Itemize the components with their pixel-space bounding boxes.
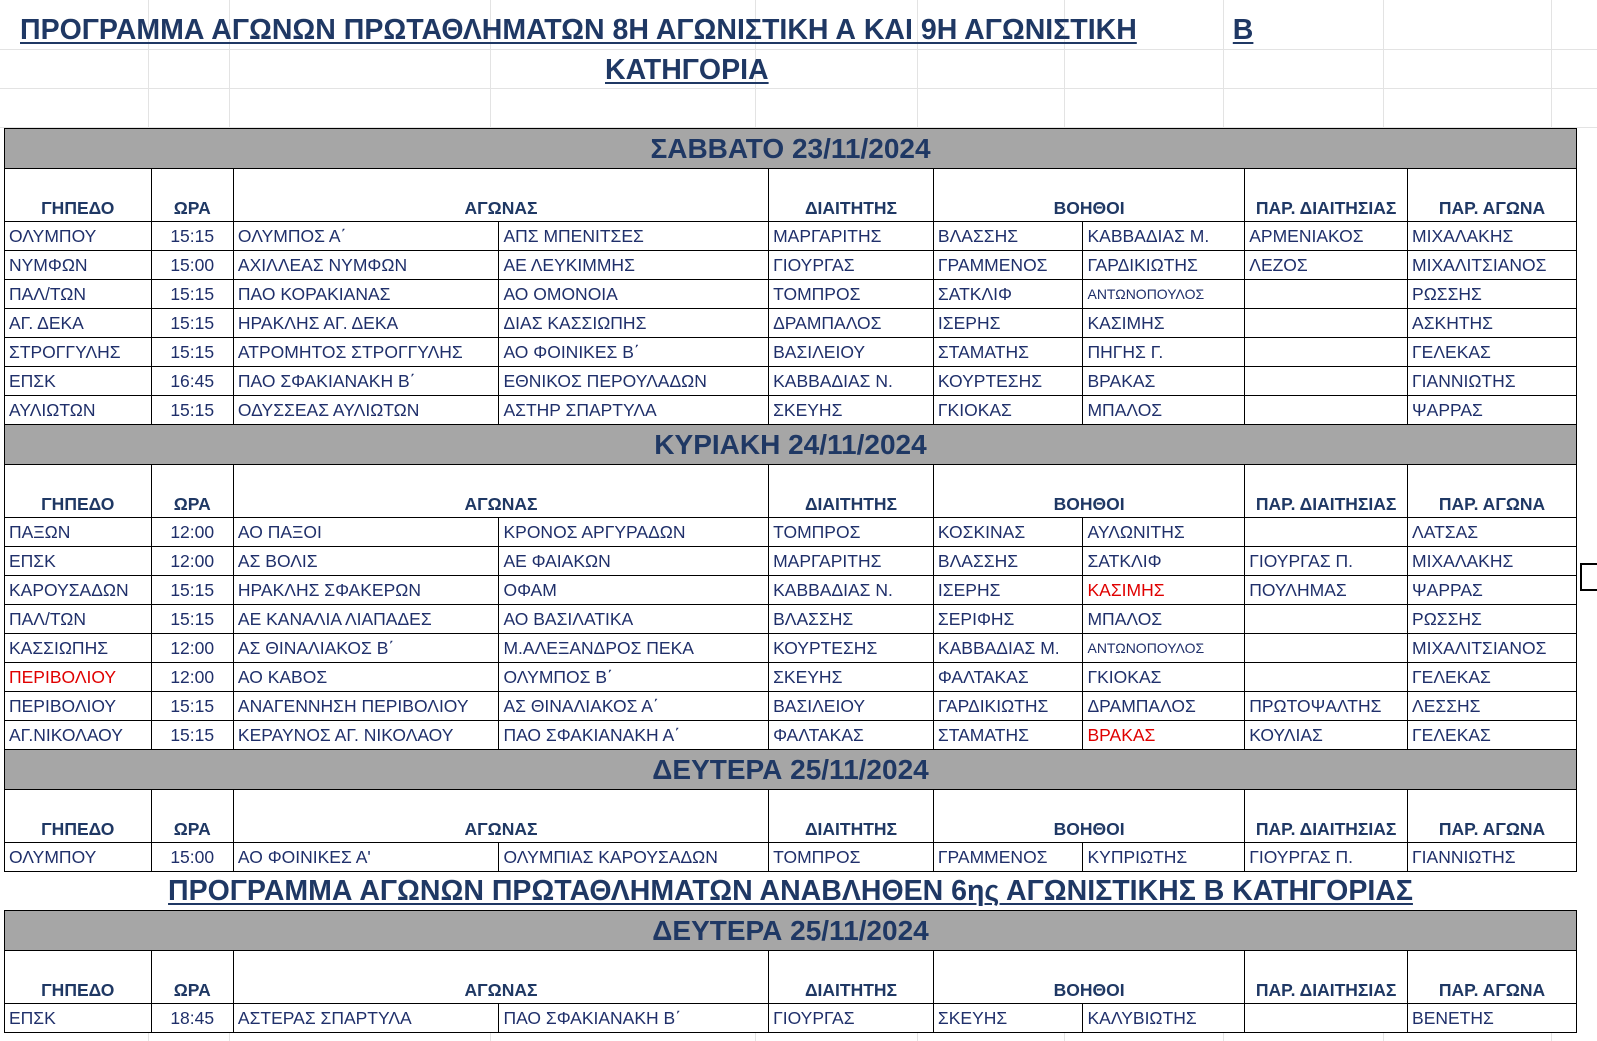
table-row[interactable] xyxy=(5,396,1577,425)
venue-cell[interactable]: ΠΑΞΩΝ xyxy=(5,518,152,547)
referee-observer-cell[interactable] xyxy=(1245,280,1408,309)
referee-observer-cell[interactable]: ΠΡΩΤΟΨΑΛΤΗΣ xyxy=(1245,692,1408,721)
home-team-cell[interactable]: ΑΤΡΟΜΗΤΟΣ ΣΤΡΟΓΓΥΛΗΣ xyxy=(233,338,499,367)
column-header-row xyxy=(5,169,1577,222)
assistant-2-cell[interactable]: ΒΡΑΚΑΣ xyxy=(1083,721,1245,750)
assistant-1-cell[interactable]: ΚΟΣΚΙΝΑΣ xyxy=(933,518,1083,547)
match-observer-cell[interactable]: ΓΙΑΝΝΙΩΤΗΣ xyxy=(1408,843,1577,872)
table-row[interactable] xyxy=(5,721,1577,750)
match-observer-cell[interactable]: ΡΩΣΣΗΣ xyxy=(1408,280,1577,309)
venue-header: ΓΗΠΕΔΟ xyxy=(5,169,152,222)
venue-cell[interactable]: ΟΛΥΜΠΟΥ xyxy=(5,843,152,872)
time-cell[interactable]: 15:15 xyxy=(151,605,233,634)
match-observer-cell[interactable]: ΜΙΧΑΛΑΚΗΣ xyxy=(1408,547,1577,576)
away-team-cell[interactable]: ΑΟ ΟΜΟΝΟΙΑ xyxy=(499,280,769,309)
home-team-cell[interactable]: ΟΔΥΣΣΕΑΣ ΑΥΛΙΩΤΩΝ xyxy=(233,396,499,425)
table-row[interactable] xyxy=(5,518,1577,547)
assistant-2-cell[interactable]: ΑΝΤΩΝΟΠΟΥΛΟΣ xyxy=(1083,634,1245,663)
assistant-2-cell[interactable]: ΔΡΑΜΠΑΛΟΣ xyxy=(1083,692,1245,721)
assistant-1-cell[interactable]: ΣΚΕΥΗΣ xyxy=(933,1004,1083,1033)
venue-header: ΓΗΠΕΔΟ xyxy=(5,465,152,518)
referee-cell[interactable]: ΜΑΡΓΑΡΙΤΗΣ xyxy=(769,547,934,576)
referee-observer-cell[interactable] xyxy=(1245,367,1408,396)
assistant-2-cell[interactable]: ΑΝΤΩΝΟΠΟΥΛΟΣ xyxy=(1083,280,1245,309)
time-cell[interactable]: 12:00 xyxy=(151,518,233,547)
venue-cell[interactable]: ΕΠΣΚ xyxy=(5,367,152,396)
referee-cell[interactable]: ΣΚΕΥΗΣ xyxy=(769,396,934,425)
table-row[interactable] xyxy=(5,309,1577,338)
venue-header: ΓΗΠΕΔΟ xyxy=(5,790,152,843)
table-row[interactable] xyxy=(5,280,1577,309)
assistant-2-cell[interactable]: ΠΗΓΗΣ Γ. xyxy=(1083,338,1245,367)
day-header-row xyxy=(5,129,1577,169)
assistant-1-cell[interactable]: ΓΡΑΜΜΕΝΟΣ xyxy=(933,251,1083,280)
time-cell[interactable]: 15:15 xyxy=(151,692,233,721)
table-row[interactable] xyxy=(5,576,1577,605)
assistant-2-cell[interactable]: ΜΠΑΛΟΣ xyxy=(1083,396,1245,425)
home-team-cell[interactable]: ΑΧΙΛΛΕΑΣ ΝΥΜΦΩΝ xyxy=(233,251,499,280)
table-row[interactable] xyxy=(5,605,1577,634)
referee-observer-cell[interactable]: ΠΟΥΛΗΜΑΣ xyxy=(1245,576,1408,605)
referee-cell[interactable]: ΤΟΜΠΡΟΣ xyxy=(769,280,934,309)
assistant-2-cell[interactable]: ΚΑΣΙΜΗΣ xyxy=(1083,309,1245,338)
referee-cell[interactable]: ΓΙΟΥΡΓΑΣ xyxy=(769,1004,934,1033)
time-cell[interactable]: 15:00 xyxy=(151,843,233,872)
venue-cell[interactable]: ΠΑΛ/ΤΩΝ xyxy=(5,605,152,634)
match-observer-cell[interactable]: ΨΑΡΡΑΣ xyxy=(1408,396,1577,425)
away-team-cell[interactable]: ΑΟ ΦΟΙΝΙΚΕΣ Β΄ xyxy=(499,338,769,367)
match-observer-header: ΠΑΡ. ΑΓΩΝΑ xyxy=(1408,465,1577,518)
referee-header: ΔΙΑΙΤΗΤΗΣ xyxy=(769,951,934,1004)
away-team-cell[interactable]: ΔΙΑΣ ΚΑΣΣΙΩΠΗΣ xyxy=(499,309,769,338)
time-header: ΩΡΑ xyxy=(151,790,233,843)
time-cell[interactable]: 15:15 xyxy=(151,721,233,750)
assistant-1-cell[interactable]: ΣΑΤΚΛΙΦ xyxy=(933,280,1083,309)
referee-cell[interactable]: ΤΟΜΠΡΟΣ xyxy=(769,843,934,872)
day-header-row xyxy=(5,425,1577,465)
away-team-cell[interactable]: ΑΕ ΦΑΙΑΚΩΝ xyxy=(499,547,769,576)
column-header-row xyxy=(5,951,1577,1004)
assistants-header: ΒΟΗΘΟΙ xyxy=(933,790,1244,843)
venue-header: ΓΗΠΕΔΟ xyxy=(5,951,152,1004)
assistants-header: ΒΟΗΘΟΙ xyxy=(933,169,1244,222)
away-team-cell[interactable]: ΠΑΟ ΣΦΑΚΙΑΝΑΚΗ Β΄ xyxy=(499,1004,769,1033)
home-team-cell[interactable]: ΑΣ ΒΟΛΙΣ xyxy=(233,547,499,576)
day-label: ΚΥΡΙΑΚΗ 24/11/2024 xyxy=(5,425,1577,465)
referee-cell[interactable]: ΒΑΣΙΛΕΙΟΥ xyxy=(769,338,934,367)
venue-cell[interactable]: ΕΠΣΚ xyxy=(5,547,152,576)
referee-observer-header: ΠΑΡ. ΔΙΑΙΤΗΣΙΑΣ xyxy=(1245,790,1408,843)
home-team-cell[interactable]: ΗΡΑΚΛΗΣ ΣΦΑΚΕΡΩΝ xyxy=(233,576,499,605)
assistant-1-cell[interactable]: ΣΤΑΜΑΤΗΣ xyxy=(933,721,1083,750)
away-team-cell[interactable]: ΑΠΣ ΜΠΕΝΙΤΣΕΣ xyxy=(499,222,769,251)
schedule-table xyxy=(4,128,1577,1033)
match-observer-header: ΠΑΡ. ΑΓΩΝΑ xyxy=(1408,951,1577,1004)
time-cell[interactable]: 15:15 xyxy=(151,338,233,367)
table-row[interactable] xyxy=(5,663,1577,692)
match-observer-cell[interactable]: ΜΙΧΑΛΙΤΣΙΑΝΟΣ xyxy=(1408,251,1577,280)
assistant-2-cell[interactable]: ΚΑΛΥΒΙΩΤΗΣ xyxy=(1083,1004,1245,1033)
time-cell[interactable]: 15:00 xyxy=(151,251,233,280)
assistant-2-cell[interactable]: ΓΚΙΟΚΑΣ xyxy=(1083,663,1245,692)
time-cell[interactable]: 12:00 xyxy=(151,547,233,576)
time-cell[interactable]: 16:45 xyxy=(151,367,233,396)
match-observer-cell[interactable]: ΒΕΝΕΤΗΣ xyxy=(1408,1004,1577,1033)
sheet-title-line2: ΚΑΤΗΓΟΡΙΑ xyxy=(605,54,769,86)
sheet-title-line1: ΠΡΟΓΡΑΜΜΑ ΑΓΩΝΩΝ ΠΡΩΤΑΘΛΗΜΑΤΩΝ 8Η ΑΓΩΝΙΣΤΙΚΗ Α ΚΑΙ 9Η ΑΓΩΝΙΣΤΙΚΗ Β xyxy=(20,14,1254,46)
venue-cell[interactable]: ΑΥΛΙΩΤΩΝ xyxy=(5,396,152,425)
postponed-title-row xyxy=(5,872,1577,911)
referee-cell[interactable]: ΓΙΟΥΡΓΑΣ xyxy=(769,251,934,280)
referee-observer-cell[interactable]: ΛΕΖΟΣ xyxy=(1245,251,1408,280)
away-team-cell[interactable]: ΑΟ ΒΑΣΙΛΑΤΙΚΑ xyxy=(499,605,769,634)
home-team-cell[interactable]: ΑΝΑΓΕΝΝΗΣΗ ΠΕΡΙΒΟΛΙΟΥ xyxy=(233,692,499,721)
venue-cell[interactable]: ΑΓ.ΝΙΚΟΛΑΟΥ xyxy=(5,721,152,750)
match-observer-cell[interactable]: ΓΕΛΕΚΑΣ xyxy=(1408,721,1577,750)
venue-cell[interactable]: ΑΓ. ΔΕΚΑ xyxy=(5,309,152,338)
referee-observer-cell[interactable] xyxy=(1245,605,1408,634)
assistant-1-cell[interactable]: ΓΚΙΟΚΑΣ xyxy=(933,396,1083,425)
table-row[interactable] xyxy=(5,338,1577,367)
match-observer-cell[interactable]: ΓΕΛΕΚΑΣ xyxy=(1408,663,1577,692)
home-team-cell[interactable]: ΗΡΑΚΛΗΣ ΑΓ. ΔΕΚΑ xyxy=(233,309,499,338)
time-cell[interactable]: 15:15 xyxy=(151,280,233,309)
time-cell[interactable]: 15:15 xyxy=(151,576,233,605)
match-observer-cell[interactable]: ΓΙΑΝΝΙΩΤΗΣ xyxy=(1408,367,1577,396)
referee-observer-cell[interactable] xyxy=(1245,634,1408,663)
home-team-cell[interactable]: ΚΕΡΑΥΝΟΣ ΑΓ. ΝΙΚΟΛΑΟΥ xyxy=(233,721,499,750)
time-header: ΩΡΑ xyxy=(151,465,233,518)
away-team-cell[interactable]: ΕΘΝΙΚΟΣ ΠΕΡΟΥΛΑΔΩΝ xyxy=(499,367,769,396)
referee-observer-header: ΠΑΡ. ΔΙΑΙΤΗΣΙΑΣ xyxy=(1245,951,1408,1004)
time-cell[interactable]: 18:45 xyxy=(151,1004,233,1033)
assistant-2-cell[interactable]: ΚΥΠΡΙΩΤΗΣ xyxy=(1083,843,1245,872)
venue-cell[interactable]: ΠΕΡΙΒΟΛΙΟΥ xyxy=(5,692,152,721)
column-header-row xyxy=(5,465,1577,518)
assistant-1-cell[interactable]: ΒΛΑΣΣΗΣ xyxy=(933,547,1083,576)
assistant-1-cell[interactable]: ΚΑΒΒΑΔΙΑΣ Μ. xyxy=(933,634,1083,663)
table-row[interactable] xyxy=(5,634,1577,663)
referee-observer-header: ΠΑΡ. ΔΙΑΙΤΗΣΙΑΣ xyxy=(1245,169,1408,222)
referee-observer-cell[interactable]: ΓΙΟΥΡΓΑΣ Π. xyxy=(1245,547,1408,576)
time-cell[interactable]: 15:15 xyxy=(151,396,233,425)
assistant-1-cell[interactable]: ΣΕΡΙΦΗΣ xyxy=(933,605,1083,634)
match-observer-cell[interactable]: ΜΙΧΑΛΑΚΗΣ xyxy=(1408,222,1577,251)
referee-observer-cell[interactable]: ΓΙΟΥΡΓΑΣ Π. xyxy=(1245,843,1408,872)
away-team-cell[interactable]: ΑΕ ΛΕΥΚΙΜΜΗΣ xyxy=(499,251,769,280)
day-label: ΣΑΒΒΑΤΟ 23/11/2024 xyxy=(5,129,1577,169)
match-observer-header: ΠΑΡ. ΑΓΩΝΑ xyxy=(1408,169,1577,222)
referee-observer-cell[interactable] xyxy=(1245,1004,1408,1033)
home-team-cell[interactable]: ΑΣΤΕΡΑΣ ΣΠΑΡΤΥΛΑ xyxy=(233,1004,499,1033)
table-row[interactable] xyxy=(5,547,1577,576)
referee-cell[interactable]: ΚΑΒΒΑΔΙΑΣ Ν. xyxy=(769,576,934,605)
away-team-cell[interactable]: ΑΣΤΗΡ ΣΠΑΡΤΥΛΑ xyxy=(499,396,769,425)
venue-cell[interactable]: ΠΑΛ/ΤΩΝ xyxy=(5,280,152,309)
match-observer-cell[interactable]: ΑΣΚΗΤΗΣ xyxy=(1408,309,1577,338)
referee-cell[interactable]: ΚΟΥΡΤΕΣΗΣ xyxy=(769,634,934,663)
referee-header: ΔΙΑΙΤΗΤΗΣ xyxy=(769,169,934,222)
assistant-1-cell[interactable]: ΚΟΥΡΤΕΣΗΣ xyxy=(933,367,1083,396)
venue-cell[interactable]: ΟΛΥΜΠΟΥ xyxy=(5,222,152,251)
referee-header: ΔΙΑΙΤΗΤΗΣ xyxy=(769,790,934,843)
home-team-cell[interactable]: ΟΛΥΜΠΟΣ Α΄ xyxy=(233,222,499,251)
time-cell[interactable]: 15:15 xyxy=(151,222,233,251)
venue-cell[interactable]: ΣΤΡΟΓΓΥΛΗΣ xyxy=(5,338,152,367)
home-team-cell[interactable]: ΠΑΟ ΚΟΡΑΚΙΑΝΑΣ xyxy=(233,280,499,309)
table-row[interactable] xyxy=(5,1004,1577,1033)
assistant-1-cell[interactable]: ΦΑΛΤΑΚΑΣ xyxy=(933,663,1083,692)
venue-cell[interactable]: ΝΥΜΦΩΝ xyxy=(5,251,152,280)
assistant-2-cell[interactable]: ΜΠΑΛΟΣ xyxy=(1083,605,1245,634)
assistant-2-cell[interactable]: ΣΑΤΚΛΙΦ xyxy=(1083,547,1245,576)
table-row[interactable] xyxy=(5,251,1577,280)
home-team-cell[interactable]: ΑΟ ΠΑΞΟΙ xyxy=(233,518,499,547)
referee-observer-cell[interactable] xyxy=(1245,396,1408,425)
venue-cell[interactable]: ΚΑΡΟΥΣΑΔΩΝ xyxy=(5,576,152,605)
table-row[interactable] xyxy=(5,843,1577,872)
assistant-1-cell[interactable]: ΙΣΕΡΗΣ xyxy=(933,576,1083,605)
day-label: ΔΕΥΤΕΡΑ 25/11/2024 xyxy=(5,911,1577,951)
away-team-cell[interactable]: ΟΦΑΜ xyxy=(499,576,769,605)
referee-observer-cell[interactable] xyxy=(1245,309,1408,338)
match-observer-cell[interactable]: ΡΩΣΣΗΣ xyxy=(1408,605,1577,634)
referee-header: ΔΙΑΙΤΗΤΗΣ xyxy=(769,465,934,518)
match-header: ΑΓΩΝΑΣ xyxy=(233,790,768,843)
home-team-cell[interactable]: ΑΟ ΦΟΙΝΙΚΕΣ Α' xyxy=(233,843,499,872)
time-cell[interactable]: 12:00 xyxy=(151,663,233,692)
match-header: ΑΓΩΝΑΣ xyxy=(233,951,768,1004)
time-header: ΩΡΑ xyxy=(151,169,233,222)
home-team-cell[interactable]: ΑΟ ΚΑΒΟΣ xyxy=(233,663,499,692)
referee-observer-cell[interactable] xyxy=(1245,338,1408,367)
referee-cell[interactable]: ΜΑΡΓΑΡΙΤΗΣ xyxy=(769,222,934,251)
assistant-1-cell[interactable]: ΓΡΑΜΜΕΝΟΣ xyxy=(933,843,1083,872)
table-row[interactable] xyxy=(5,367,1577,396)
away-team-cell[interactable]: ΟΛΥΜΠΙΑΣ ΚΑΡΟΥΣΑΔΩΝ xyxy=(499,843,769,872)
assistants-header: ΒΟΗΘΟΙ xyxy=(933,951,1244,1004)
assistant-1-cell[interactable]: ΒΛΑΣΣΗΣ xyxy=(933,222,1083,251)
day-label: ΔΕΥΤΕΡΑ 25/11/2024 xyxy=(5,750,1577,790)
referee-cell[interactable]: ΦΑΛΤΑΚΑΣ xyxy=(769,721,934,750)
assistant-2-cell[interactable]: ΓΑΡΔΙΚΙΩΤΗΣ xyxy=(1083,251,1245,280)
referee-cell[interactable]: ΚΑΒΒΑΔΙΑΣ Ν. xyxy=(769,367,934,396)
referee-cell[interactable]: ΒΛΑΣΣΗΣ xyxy=(769,605,934,634)
assistant-1-cell[interactable]: ΙΣΕΡΗΣ xyxy=(933,309,1083,338)
venue-cell[interactable]: ΚΑΣΣΙΩΠΗΣ xyxy=(5,634,152,663)
assistant-2-cell[interactable]: ΑΥΛΩΝΙΤΗΣ xyxy=(1083,518,1245,547)
away-team-cell[interactable]: ΑΣ ΘΙΝΑΛΙΑΚΟΣ Α΄ xyxy=(499,692,769,721)
match-observer-cell[interactable]: ΜΙΧΑΛΙΤΣΙΑΝΟΣ xyxy=(1408,634,1577,663)
away-team-cell[interactable]: Μ.ΑΛΕΞΑΝΔΡΟΣ ΠΕΚΑ xyxy=(499,634,769,663)
referee-observer-cell[interactable]: ΚΟΥΛΙΑΣ xyxy=(1245,721,1408,750)
assistant-2-cell[interactable]: ΚΑΣΙΜΗΣ xyxy=(1083,576,1245,605)
match-observer-cell[interactable]: ΨΑΡΡΑΣ xyxy=(1408,576,1577,605)
day-header-row xyxy=(5,750,1577,790)
referee-cell[interactable]: ΣΚΕΥΗΣ xyxy=(769,663,934,692)
referee-observer-cell[interactable]: ΑΡΜΕΝΙΑΚΟΣ xyxy=(1245,222,1408,251)
referee-cell[interactable]: ΤΟΜΠΡΟΣ xyxy=(769,518,934,547)
assistants-header: ΒΟΗΘΟΙ xyxy=(933,465,1244,518)
referee-observer-cell[interactable] xyxy=(1245,518,1408,547)
home-team-cell[interactable]: ΑΣ ΘΙΝΑΛΙΑΚΟΣ Β΄ xyxy=(233,634,499,663)
assistant-2-cell[interactable]: ΒΡΑΚΑΣ xyxy=(1083,367,1245,396)
time-header: ΩΡΑ xyxy=(151,951,233,1004)
match-observer-cell[interactable]: ΓΕΛΕΚΑΣ xyxy=(1408,338,1577,367)
column-header-row xyxy=(5,790,1577,843)
away-team-cell[interactable]: ΠΑΟ ΣΦΑΚΙΑΝΑΚΗ Α΄ xyxy=(499,721,769,750)
assistant-1-cell[interactable]: ΣΤΑΜΑΤΗΣ xyxy=(933,338,1083,367)
match-header: ΑΓΩΝΑΣ xyxy=(233,169,768,222)
referee-cell[interactable]: ΔΡΑΜΠΑΛΟΣ xyxy=(769,309,934,338)
referee-cell[interactable]: ΒΑΣΙΛΕΙΟΥ xyxy=(769,692,934,721)
home-team-cell[interactable]: ΠΑΟ ΣΦΑΚΙΑΝΑΚΗ Β΄ xyxy=(233,367,499,396)
assistant-2-cell[interactable]: ΚΑΒΒΑΔΙΑΣ Μ. xyxy=(1083,222,1245,251)
match-observer-cell[interactable]: ΛΕΣΣΗΣ xyxy=(1408,692,1577,721)
table-row[interactable] xyxy=(5,222,1577,251)
home-team-cell[interactable]: ΑΕ ΚΑΝΑΛΙΑ ΛΙΑΠΑΔΕΣ xyxy=(233,605,499,634)
venue-cell[interactable]: ΠΕΡΙΒΟΛΙΟΥ xyxy=(5,663,152,692)
time-cell[interactable]: 12:00 xyxy=(151,634,233,663)
postponed-title: ΠΡΟΓΡΑΜΜΑ ΑΓΩΝΩΝ ΠΡΩΤΑΘΛΗΜΑΤΩΝ ΑΝΑΒΛΗΘΕΝ 6ης ΑΓΩΝΙΣΤΙΚΗΣ Β ΚΑΤΗΓΟΡΙΑΣ xyxy=(168,875,1413,907)
selected-cell-indicator[interactable] xyxy=(1580,563,1597,591)
referee-observer-cell[interactable] xyxy=(1245,663,1408,692)
table-row[interactable] xyxy=(5,692,1577,721)
referee-observer-header: ΠΑΡ. ΔΙΑΙΤΗΣΙΑΣ xyxy=(1245,465,1408,518)
match-header: ΑΓΩΝΑΣ xyxy=(233,465,768,518)
assistant-1-cell[interactable]: ΓΑΡΔΙΚΙΩΤΗΣ xyxy=(933,692,1083,721)
venue-cell[interactable]: ΕΠΣΚ xyxy=(5,1004,152,1033)
time-cell[interactable]: 15:15 xyxy=(151,309,233,338)
match-observer-cell[interactable]: ΛΑΤΣΑΣ xyxy=(1408,518,1577,547)
away-team-cell[interactable]: ΟΛΥΜΠΟΣ Β΄ xyxy=(499,663,769,692)
day-header-row xyxy=(5,911,1577,951)
away-team-cell[interactable]: ΚΡΟΝΟΣ ΑΡΓΥΡΑΔΩΝ xyxy=(499,518,769,547)
match-observer-header: ΠΑΡ. ΑΓΩΝΑ xyxy=(1408,790,1577,843)
